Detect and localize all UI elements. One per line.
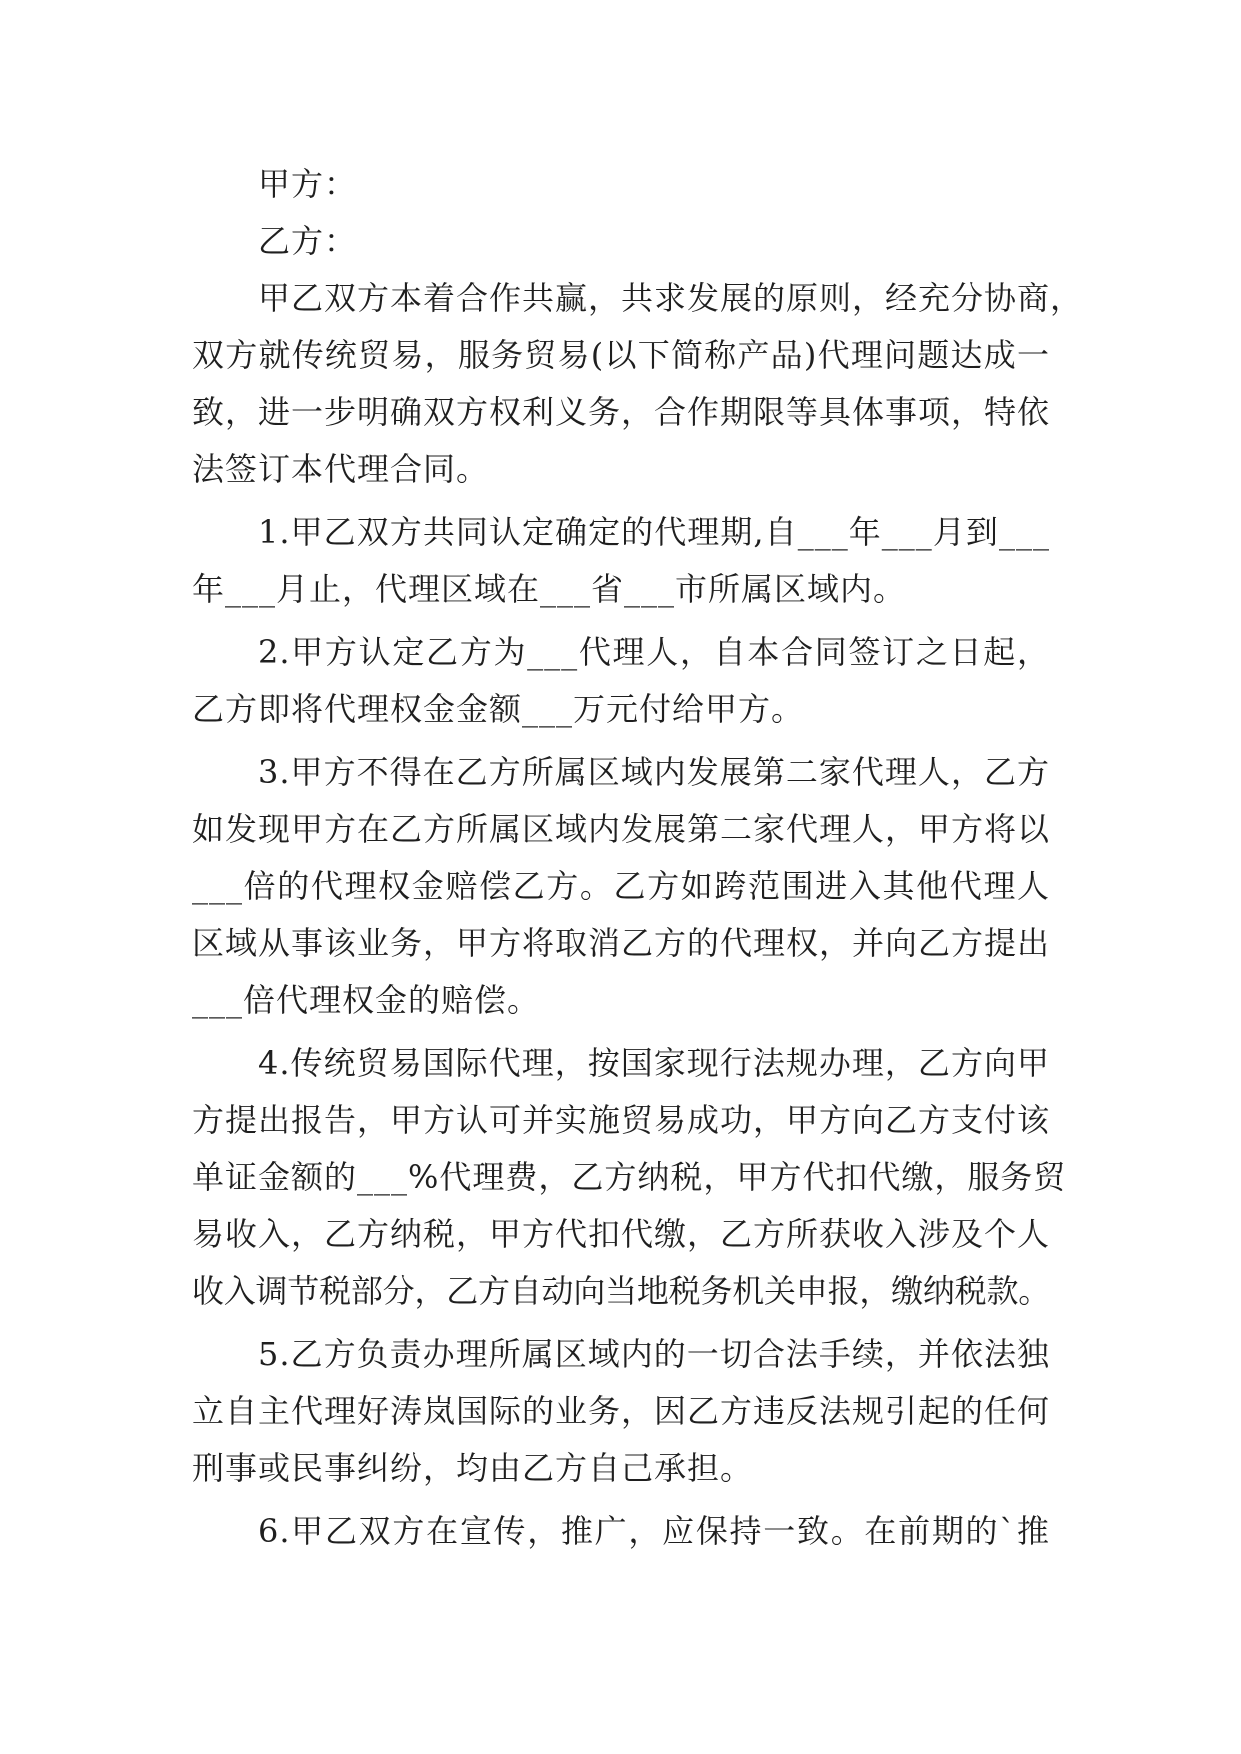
text-line: ___倍代理权金的赔偿。	[192, 981, 541, 1019]
text-line: 4.传统贸易国际代理，按国家现行法规办理，乙方向甲	[258, 1044, 1050, 1082]
text-line: 法签订本代理合同。	[192, 450, 490, 488]
text-line: 1.甲乙双方共同认定确定的代理期,自___年___月到___	[258, 513, 1050, 551]
text-line: 5.乙方负责办理所属区域内的一切合法手续，并依法独	[258, 1335, 1050, 1373]
clause-6	[192, 1503, 1050, 1560]
text-line: 如发现甲方在乙方所属区域内发展第二家代理人，甲方将以	[192, 810, 1051, 848]
text-line: 甲乙双方本着合作共赢，共求发展的原则，经充分协商，	[258, 279, 1084, 317]
text-line: 立自主代理好涛岚国际的业务，因乙方违反法规引起的任何	[192, 1392, 1051, 1430]
text-line: 年___月止，代理区域在___省___市所属区域内。	[192, 570, 907, 608]
paragraph-party-b	[192, 213, 1050, 270]
clause-2	[192, 624, 1050, 738]
text-line: 收入调节税部分，乙方自动向当地税务机关申报，缴纳税款。	[192, 1272, 1050, 1310]
paragraph-party-a	[192, 156, 1050, 213]
text-line: 6.甲乙双方在宣传，推广，应保持一致。在前期的`推	[258, 1512, 1050, 1550]
contract-body	[192, 156, 1084, 1560]
text-line: 方提出报告，甲方认可并实施贸易成功，甲方向乙方支付该	[192, 1101, 1051, 1139]
text-line: 2.甲方认定乙方为___代理人，自本合同签订之日起，	[258, 633, 1050, 671]
text-line: 单证金额的___%代理费，乙方纳税，甲方代扣代缴，服务贸	[192, 1158, 1067, 1196]
clause-5	[192, 1326, 1050, 1497]
clause-3	[192, 744, 1050, 1029]
text-line: 双方就传统贸易，服务贸易(以下简称产品)代理问题达成一	[192, 336, 1050, 374]
text-line: 致，进一步明确双方权利义务，合作期限等具体事项，特依	[192, 393, 1051, 431]
text-line: 甲方：	[258, 165, 358, 203]
text-line: 乙方：	[258, 222, 358, 260]
clause-1	[192, 504, 1050, 618]
text-line: 乙方即将代理权金金额___万元付给甲方。	[192, 690, 805, 728]
text-line: 区域从事该业务，甲方将取消乙方的代理权，并向乙方提出	[192, 924, 1051, 962]
text-line: 易收入，乙方纳税，甲方代扣代缴，乙方所获收入涉及个人	[192, 1215, 1051, 1253]
clause-4	[192, 1035, 1067, 1320]
text-line: ___倍的代理权金赔偿乙方。乙方如跨范围进入其他代理人	[192, 867, 1050, 905]
text-line: 3.甲方不得在乙方所属区域内发展第二家代理人，乙方	[258, 753, 1050, 791]
text-line: 刑事或民事纠纷，均由乙方自己承担。	[192, 1449, 754, 1487]
paragraph-preamble	[192, 270, 1084, 498]
